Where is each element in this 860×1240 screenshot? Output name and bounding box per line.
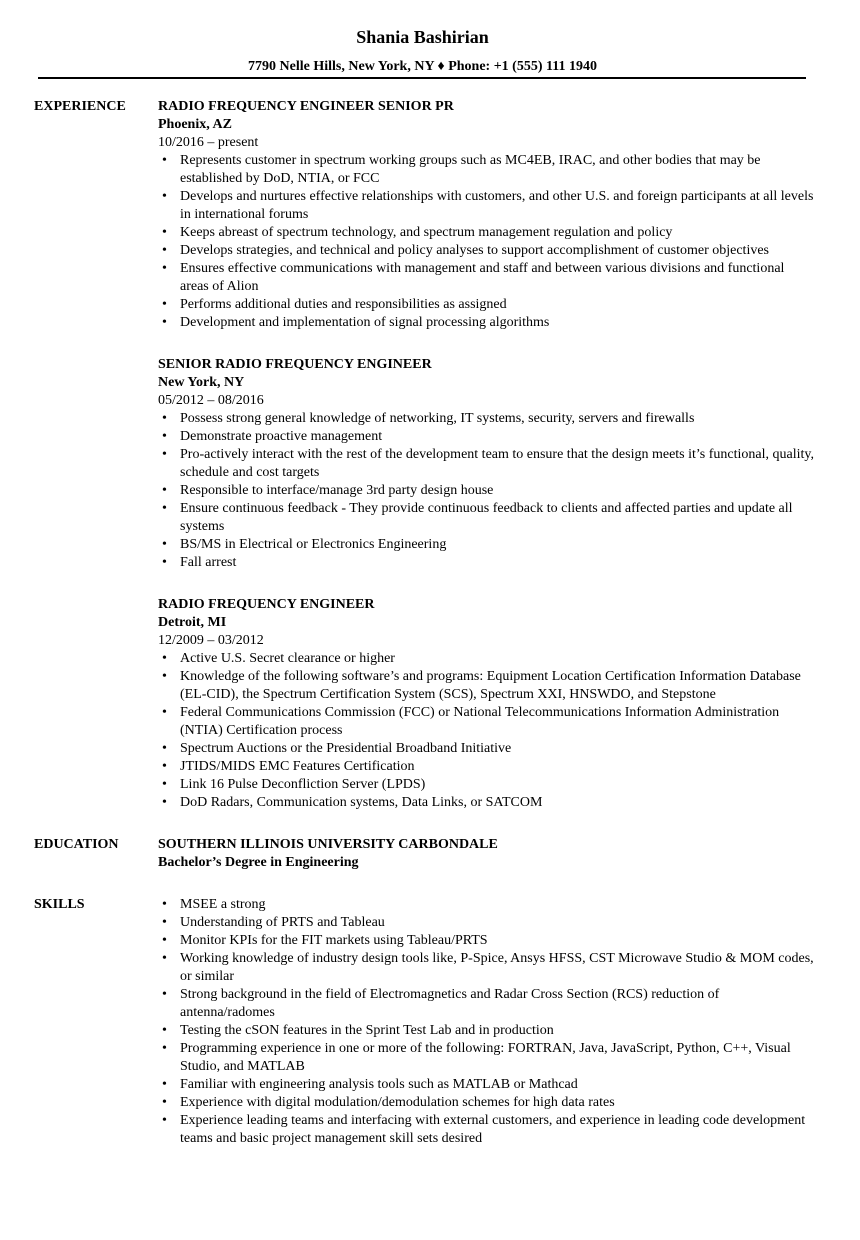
job-title: RADIO FREQUENCY ENGINEER	[158, 597, 375, 612]
job-title: RADIO FREQUENCY ENGINEER SENIOR PR	[158, 99, 454, 114]
degree: Bachelor’s Degree in Engineering	[158, 855, 359, 870]
job-bullet: • Spectrum Auctions or the Presidential Broadband Initiative	[158, 740, 814, 758]
job-location: Phoenix, AZ	[158, 117, 232, 132]
job-bullet: • Federal Communications Commission (FCC) or National Telecommunications Information Administration (NTIA) Certification process	[158, 704, 814, 740]
skill-item: • Working knowledge of industry design tools like, P-Spice, Ansys HFSS, CST Microwave Studio & MOM codes, or similar	[158, 950, 814, 986]
skill-item: • Familiar with engineering analysis tools such as MATLAB or Mathcad	[158, 1076, 814, 1094]
job-bullets	[158, 410, 814, 572]
job-bullet: • Development and implementation of signal processing algorithms	[158, 314, 814, 332]
job-bullet: • Responsible to interface/manage 3rd party design house	[158, 482, 814, 500]
job-title: SENIOR RADIO FREQUENCY ENGINEER	[158, 357, 432, 372]
job-dates: 12/2009 – 03/2012	[158, 633, 264, 648]
job-bullets	[158, 650, 814, 812]
skill-item: • Experience leading teams and interfacing with external customers, and experience in leading code development teams and basic project management skill sets desired	[158, 1112, 814, 1148]
skill-item: • MSEE a strong	[158, 896, 814, 914]
skill-item: • Strong background in the field of Electromagnetics and Radar Cross Section (RCS) reduction of antenna/radomes	[158, 986, 814, 1022]
job-entry	[158, 98, 814, 332]
school-name: SOUTHERN ILLINOIS UNIVERSITY CARBONDALE	[158, 837, 498, 852]
job-dates: 05/2012 – 08/2016	[158, 393, 264, 408]
education-section	[34, 836, 824, 872]
job-bullet: • Demonstrate proactive management	[158, 428, 814, 446]
experience-section	[34, 98, 824, 812]
job-bullet: • Possess strong general knowledge of networking, IT systems, security, servers and firewalls	[158, 410, 814, 428]
job-bullet: • Knowledge of the following software’s and programs: Equipment Location Certification Information Database (EL-CID), the Spectrum Certification System (SCS), Spectrum XXI, HNSWDO, and Stepstone	[158, 668, 814, 704]
job-bullet: • Link 16 Pulse Deconfliction Server (LPDS)	[158, 776, 814, 794]
job-bullet: • DoD Radars, Communication systems, Data Links, or SATCOM	[158, 794, 814, 812]
skill-item: • Monitor KPIs for the FIT markets using Tableau/PRTS	[158, 932, 814, 950]
job-location: Detroit, MI	[158, 615, 227, 630]
job-bullet: • Pro-actively interact with the rest of the development team to ensure that the design meets it’s functional, quality, schedule and cost targets	[158, 446, 814, 482]
job-bullet: • Active U.S. Secret clearance or higher	[158, 650, 814, 668]
skills-list	[158, 896, 814, 1148]
skills-section	[34, 896, 824, 1148]
skills-body	[158, 896, 814, 1148]
job-bullet: • Develops strategies, and technical and policy analyses to support accomplishment of customer objectives	[158, 242, 814, 260]
skills-heading: SKILLS	[34, 897, 85, 912]
resume-content	[34, 98, 824, 1148]
job-dates: 10/2016 – present	[158, 135, 259, 150]
header-divider	[38, 77, 806, 79]
education-heading: EDUCATION	[34, 837, 119, 852]
job-bullets	[158, 152, 814, 332]
job-bullet: • Keeps abreast of spectrum technology, and spectrum management regulation and policy	[158, 224, 814, 242]
job-bullet: • BS/MS in Electrical or Electronics Engineering	[158, 536, 814, 554]
contact-line: 7790 Nelle Hills, New York, NY ♦ Phone: +1 (555) 111 1940	[248, 59, 597, 74]
job-entry	[158, 596, 814, 812]
job-bullet: • Fall arrest	[158, 554, 814, 572]
skill-item: • Experience with digital modulation/demodulation schemes for high data rates	[158, 1094, 814, 1112]
job-location: New York, NY	[158, 375, 245, 390]
experience-heading: EXPERIENCE	[34, 99, 126, 114]
job-entry	[158, 356, 814, 572]
job-bullet: • Ensure continuous feedback - They provide continuous feedback to clients and affected parties and update all systems	[158, 500, 814, 536]
education-body	[158, 836, 814, 872]
job-bullet: • Develops and nurtures effective relationships with customers, and other U.S. and foreign participants at all levels in international forums	[158, 188, 814, 224]
job-bullet: • Represents customer in spectrum working groups such as MC4EB, IRAC, and other bodies that may be established by DoD, NTIA, or FCC	[158, 152, 814, 188]
skill-item: • Testing the cSON features in the Sprint Test Lab and in production	[158, 1022, 814, 1040]
job-bullet: • Performs additional duties and responsibilities as assigned	[158, 296, 814, 314]
job-bullet: • JTIDS/MIDS EMC Features Certification	[158, 758, 814, 776]
skill-item: • Programming experience in one or more of the following: FORTRAN, Java, JavaScript, Python, C++, Visual Studio, and MATLAB	[158, 1040, 814, 1076]
experience-body	[158, 98, 814, 812]
candidate-name: Shania Bashirian	[356, 27, 489, 47]
job-bullet: • Ensures effective communications with management and staff and between various divisions and functional areas of Alion	[158, 260, 814, 296]
skill-item: • Understanding of PRTS and Tableau	[158, 914, 814, 932]
